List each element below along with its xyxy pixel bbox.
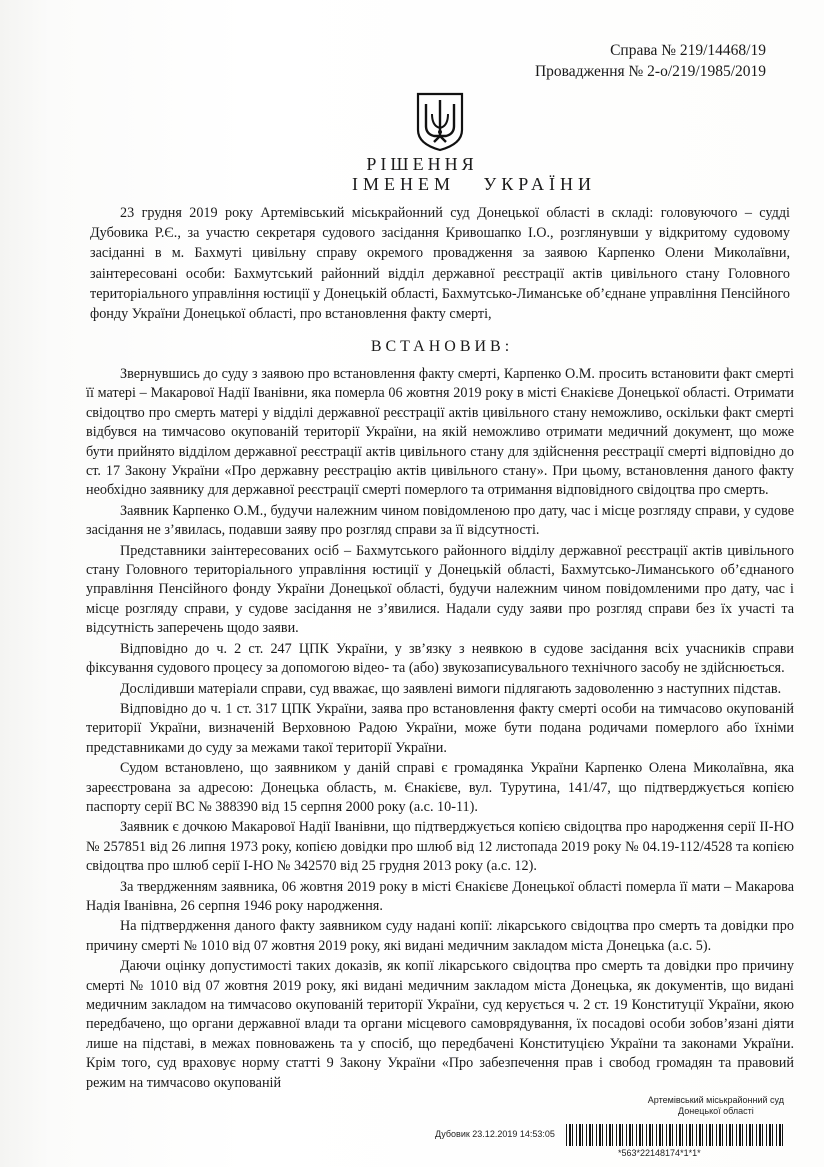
- body-paragraph: Судом встановлено, що заявником у даній справі є громадянка України Карпенко Олена Миколаївна, яка зареєстрована за адресою: Донецька область, м. Єнакієве, вул. Турутина, 141/47, що підтверджується копією паспорту серії ВС № 388390 від 15 серпня 2000 року (а.с. 10-11).: [86, 760, 794, 815]
- case-number: Справа № 219/14468/19: [610, 42, 766, 59]
- body-paragraph: Представники заінтересованих осіб – Бахмутського районного відділу державної реєстрації актів цивільного стану Головного територіального управління юстиції у Донецькій області, Бахмутсько-Лиманського об’єднаного управління Пенсійного фонду України Донецької області, будучи належним чином повідомленими про дату, час і місце розгляду справи, у судове засідання не з’явилися. Надали суду заяви про розгляд справи без їх участі та відсутність заперечень щодо заяви.: [86, 542, 794, 637]
- body-paragraph: Заявник є дочкою Макарової Надії Іванівни, що підтверджується копією свідоцтва про народження серії ІІ-НО № 257851 від 26 липня 1973 року, копією довідки про шлюб від 12 листопада 2019 року № 04.19-112/4528 та копією свідоцтва про шлюб серії І-НО № 342570 від 25 грудня 2013 року (а.с. 12).: [86, 819, 794, 875]
- proceeding-number: Провадження № 2-о/219/1985/2019: [534, 63, 766, 80]
- body-paragraph: Звернувшись до суду з заявою про встановлення факту смерті, Карпенко О.М. просить встановити факт смерті її матері – Макарової Надії Іванівни, яка померла 06 жовтня 2019 року в місті Єнакієве Донецької області. Отримати свідоцтво про смерть матері у відділі державної реєстрації актів цивільного стану неможливо, оскільки факт смерті відбувся на тимчасово окупованій території України, на якій неможливо отримати медичний документ, що може бути прийнято відділом державної реєстрації актів цивільного стану для здійснення реєстрації смерті відповідно до ст. 17 Закону України «Про державну реєстрацію актів цивільного стану». При цьому, встановлення даного факту необхідно заявнику для державної реєстрації смерті померлого та отримання відповідного свідоцтва про смерть.: [86, 366, 794, 499]
- barcode-icon: [566, 1124, 786, 1146]
- established-heading: ВСТАНОВИВ:: [370, 338, 514, 355]
- court-stamp-line2: Донецької області: [678, 1106, 754, 1116]
- body-paragraph: На підтвердження даного факту заявником суду надані копії: лікарського свідоцтва про смерть та довідки про причину смерті № 1010 від 07 жовтня 2019 року, які видані медичним закладом міста Донецька (а.с. 5).: [86, 918, 794, 954]
- intro-paragraph: 23 грудня 2019 року Артемівський міськрайонний суд Донецької області в складі: головуючого – судді Дубовика Р.Є., за участю секретаря судового засідання Кривошапко І.О., розглянувши у відкритому судовому засіданні в м. Бахмуті цивільну справу окремого провадження за заявою Карпенко Олени Миколаївни, заінтересовані особи: Бахмутський районний відділ державної реєстрації актів цивільного стану Головного територіального управління юстиції у Донецькій області, Бахмутсько-Лиманське об’єднане управління Пенсійного фонду України Донецької області, про встановлення факту смерті,: [90, 205, 790, 323]
- trident-coat-of-arms-icon: [414, 92, 466, 152]
- body-paragraph: Відповідно до ч. 2 ст. 247 ЦПК України, у зв’язку з неявкою в судове засідання всіх учасників справи фіксування судового процесу за допомогою відео- та (або) звукозаписувального технічного засобу не здійснюється.: [86, 640, 794, 677]
- decision-body: [86, 365, 794, 1094]
- decision-title: РІШЕННЯ: [366, 154, 478, 174]
- body-paragraph: За твердженням заявника, 06 жовтня 2019 року в місті Єнакієве Донецької області померла її мати – Макарова Надія Іванівна, 26 серпня 1946 року народження.: [86, 878, 794, 914]
- signature-meta: Дубовик 23.12.2019 14:53:05: [435, 1129, 555, 1139]
- court-stamp: [648, 1095, 784, 1117]
- body-paragraph: Заявник Карпенко О.М., будучи належним чином повідомленою про дату, час і місце розгляду справи, у судове засідання не з’явилась, подавши заяву про розгляд справи за її відсутності.: [86, 502, 794, 539]
- body-paragraph: Дослідивши матеріали справи, суд вважає, що заявлені вимоги підлягають задоволенню з наступних підстав.: [120, 680, 782, 697]
- body-paragraph: Даючи оцінку допустимості таких доказів, як копії лікарського свідоцтва про смерть та довідки про причину смерті № 1010 від 07 жовтня 2019 року, які видані медичним закладом міста Донецька, як документів, що видані медичним закладом на тимчасово окупованій території України, суд керується ч. 2 ст. 19 Конституції України, якою передбачено, що органи державної влади та органи місцевого самоврядування, їх посадові особи зобов’язані діяти лише на підставі, в межах повноважень та у спосіб, що передбачені Конституцією України та законами України. Крім того, суд враховує норму статті 9 Закону України «Про забезпечення прав і свобод громадян та правовий режим на тимчасово окупованій: [86, 958, 794, 1091]
- body-paragraph: Відповідно до ч. 1 ст. 317 ЦПК України, заява про встановлення факту смерті особи на тимчасово окупованій території України, визначеній Верховною Радою України, може бути подана родичами померлого або їхніми представниками до суду за межами такої території України.: [86, 700, 794, 756]
- court-stamp-line1: Артемівський міськрайонний суд: [647, 1095, 784, 1105]
- barcode-text: *563*22148174*1*1*: [618, 1148, 701, 1158]
- decision-subtitle: ІМЕНЕМ УКРАЇНИ: [352, 174, 596, 194]
- case-info: [535, 40, 766, 82]
